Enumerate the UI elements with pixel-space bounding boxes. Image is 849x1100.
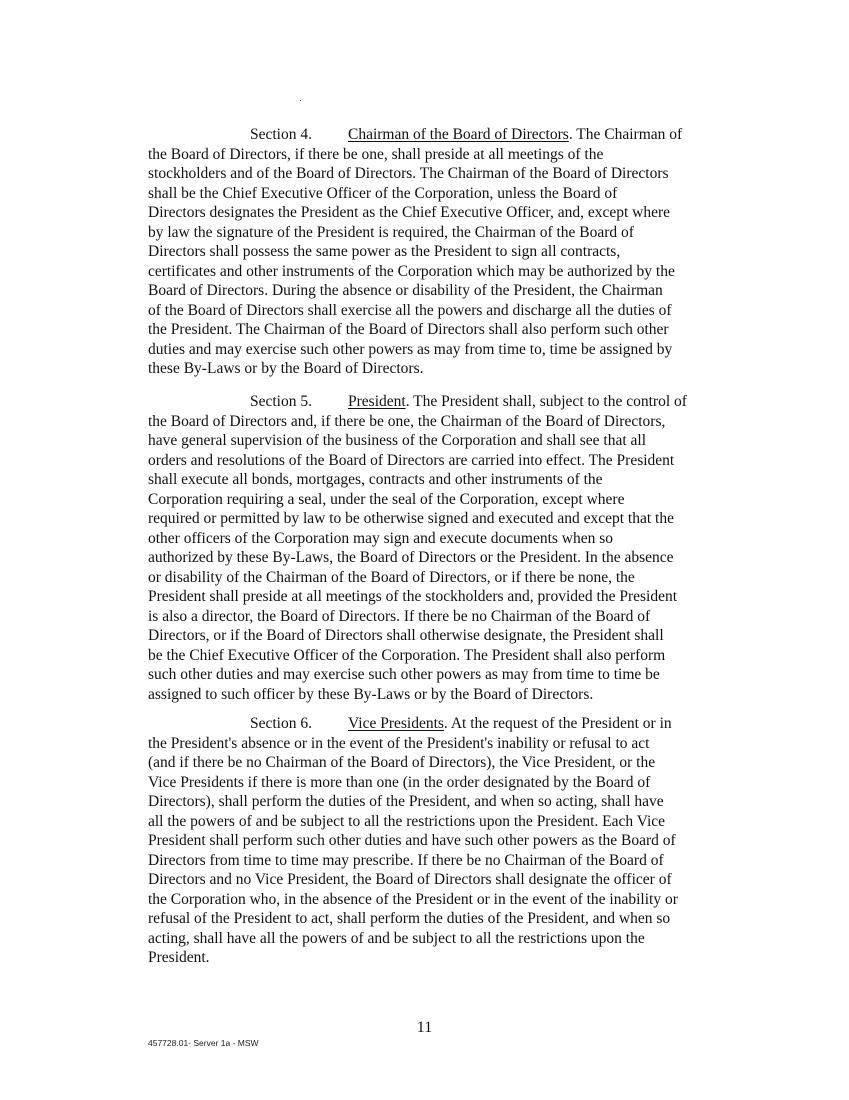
document-id: 457728.01- Server 1a - MSW [148, 1038, 259, 1048]
section-6-paragraph [148, 714, 722, 968]
section-title: President [348, 393, 406, 410]
paragraph-line: duties and may exercise such other powers as may from time to, time be assigned by [148, 340, 673, 358]
paragraph-line: orders and resolutions of the Board of Directors are carried into effect. The President [148, 451, 675, 469]
paragraph-line: other officers of the Corporation may sign and execute documents when so [148, 529, 614, 547]
paragraph-line: certificates and other instruments of the Corporation which may be authorized by the [148, 262, 675, 280]
paragraph-line: (and if there be no Chairman of the Board of Directors), the Vice President, or the [148, 754, 656, 771]
section-number: Section 6. [250, 715, 312, 732]
paragraph-line: shall execute all bonds, mortgages, contracts and other instruments of the [148, 471, 603, 488]
page-number: 11 [416, 1019, 433, 1036]
section-heading-line [148, 392, 722, 412]
paragraph-line: is also a director, the Board of Directors. If there be no Chairman of the Board of [148, 607, 651, 625]
paragraph-line: Board of Directors. During the absence or disability of the President, the Chairman [148, 282, 663, 299]
paragraph-line: by law the signature of the President is required, the Chairman of the Board of [148, 223, 634, 241]
stray-mark [300, 100, 301, 101]
paragraph-line: assigned to such officer by these By-Laws or by the Board of Directors. [148, 685, 594, 703]
paragraph-line: Directors from time to time may prescribe. If there be no Chairman of the Board of [148, 851, 664, 869]
section-number: Section 5. [250, 393, 312, 410]
section-number: Section 4. [250, 126, 312, 143]
paragraph-line: the President's absence or in the event of the President's inability or refusal to act [148, 734, 650, 752]
paragraph-line: the Corporation who, in the absence of the President or in the event of the inability or [148, 890, 678, 908]
paragraph-line: Directors and no Vice President, the Board of Directors shall designate the officer of [148, 871, 672, 888]
paragraph-line: President shall preside at all meetings of the stockholders and, provided the President [148, 588, 678, 605]
section-title: Chairman of the Board of Directors [348, 126, 569, 143]
section-first-line-text: . At the request of the President or in [443, 715, 672, 732]
section-4-paragraph [148, 125, 722, 379]
section-first-line-text: . The Chairman of [568, 126, 683, 143]
section-title: Vice Presidents [348, 715, 444, 732]
paragraph-line: of the Board of Directors shall exercise all the powers and discharge all the duties of [148, 301, 672, 319]
paragraph-line: President shall perform such other duties and have such other powers as the Board of [148, 832, 676, 849]
section-heading-line [148, 125, 722, 145]
paragraph-line: Directors), shall perform the duties of the President, and when so acting, shall have [148, 793, 664, 810]
section-heading-line [148, 714, 722, 734]
paragraph-line: authorized by these By-Laws, the Board of Directors or the President. In the absence [148, 549, 674, 566]
paragraph-line: Corporation requiring a seal, under the seal of the Corporation, except where [148, 490, 625, 508]
paragraph-line: refusal of the President to act, shall perform the duties of the President, and when so [148, 910, 671, 927]
paragraph-line: shall be the Chief Executive Officer of the Corporation, unless the Board of [148, 184, 618, 202]
paragraph-line: the President. The Chairman of the Board of Directors shall also perform such other [148, 321, 669, 338]
section-first-line-text: . The President shall, subject to the control of [405, 393, 687, 410]
paragraph-line: or disability of the Chairman of the Board of Directors, or if there be none, the [148, 568, 635, 586]
paragraph-line: required or permitted by law to be otherwise signed and executed and except that the [148, 510, 674, 527]
paragraph-line: acting, shall have all the powers of and be subject to all the restrictions upon the [148, 929, 645, 947]
paragraph-line: Directors shall possess the same power as the President to sign all contracts, [148, 243, 621, 260]
section-5-paragraph [148, 392, 722, 704]
paragraph-line: be the Chief Executive Officer of the Corporation. The President shall also perform [148, 646, 666, 664]
paragraph-line: such other duties and may exercise such other powers as may from time to time be [148, 666, 660, 683]
paragraph-line: Directors designates the President as the Chief Executive Officer, and, except where [148, 204, 671, 221]
paragraph-line: stockholders and of the Board of Directors. The Chairman of the Board of Directors [148, 165, 669, 182]
paragraph-line: these By-Laws or by the Board of Directors. [148, 360, 424, 377]
paragraph-line: all the powers of and be subject to all the restrictions upon the President. Each Vice [148, 812, 666, 830]
paragraph-line: the Board of Directors, if there be one, shall preside at all meetings of the [148, 145, 604, 163]
paragraph-line: Directors, or if the Board of Directors shall otherwise designate, the President shall [148, 627, 664, 644]
paragraph-line: have general supervision of the business of the Corporation and shall see that all [148, 432, 647, 449]
paragraph-line: Vice Presidents if there is more than one (in the order designated by the Board of [148, 773, 651, 791]
paragraph-line: the Board of Directors and, if there be one, the Chairman of the Board of Directors, [148, 412, 666, 430]
paragraph-line: President. [148, 949, 210, 966]
